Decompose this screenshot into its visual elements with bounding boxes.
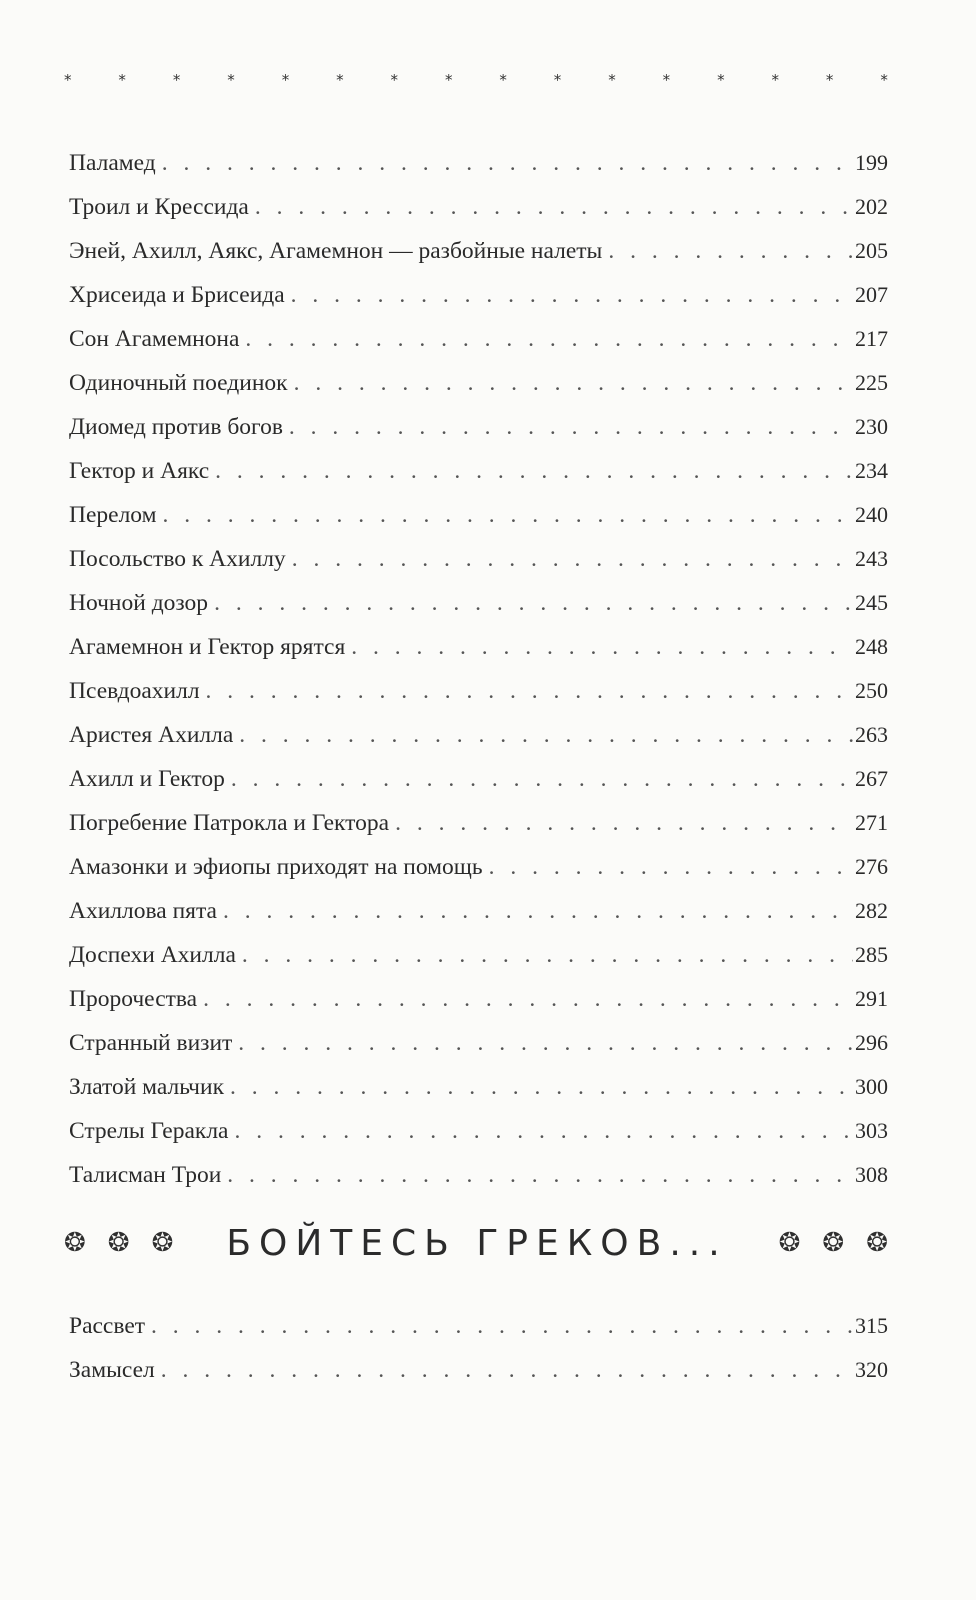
dot-leader bbox=[215, 449, 853, 493]
dot-leader bbox=[151, 1304, 853, 1348]
toc-entry-title: Доспехи Ахилла bbox=[69, 942, 236, 968]
toc-entry-title: Паламед bbox=[69, 150, 156, 176]
toc-entry bbox=[69, 581, 888, 625]
dot-leader bbox=[162, 493, 853, 537]
toc-entry bbox=[69, 449, 888, 493]
dot-leader bbox=[395, 801, 853, 845]
toc-entry-page: 250 bbox=[855, 678, 888, 703]
left-ornament bbox=[64, 1230, 173, 1256]
toc-entry-title: Псевдоахилл bbox=[69, 678, 200, 704]
table-of-contents bbox=[69, 141, 888, 1197]
dot-leader bbox=[292, 537, 853, 581]
dot-leader bbox=[230, 1065, 853, 1109]
toc-entry bbox=[69, 801, 888, 845]
toc-entry-page: 303 bbox=[855, 1118, 888, 1143]
toc-entry-title: Стрелы Геракла bbox=[69, 1118, 229, 1144]
gear-icon: ❂ bbox=[778, 1228, 801, 1258]
toc-entry-title: Гектор и Аякс bbox=[69, 458, 210, 484]
toc-entry-page: 217 bbox=[855, 326, 888, 351]
toc-entry-page: 234 bbox=[855, 458, 888, 483]
toc-entry-page: 225 bbox=[855, 370, 888, 395]
star-icon: * bbox=[336, 70, 344, 89]
star-icon: * bbox=[825, 70, 834, 89]
dot-leader bbox=[489, 845, 853, 889]
toc-entry-page: 296 bbox=[855, 1030, 888, 1055]
toc-entry-page: 276 bbox=[855, 854, 888, 879]
dot-leader bbox=[206, 669, 853, 713]
toc-entry bbox=[69, 713, 888, 757]
toc-entry bbox=[69, 669, 888, 713]
toc-entry-title: Талисман Трои bbox=[69, 1162, 222, 1188]
toc-entry-title: Сон Агамемнона bbox=[69, 326, 240, 352]
toc-entry bbox=[69, 185, 888, 229]
dot-leader bbox=[255, 185, 853, 229]
star-icon: * bbox=[227, 70, 235, 89]
star-icon: * bbox=[281, 70, 290, 89]
dot-leader bbox=[291, 273, 853, 317]
dot-leader bbox=[203, 977, 853, 1021]
toc-entry-page: 320 bbox=[855, 1357, 888, 1382]
dot-leader bbox=[162, 141, 853, 185]
star-icon: * bbox=[444, 70, 453, 89]
toc-entry-page: 271 bbox=[855, 810, 888, 835]
toc-entry-page: 263 bbox=[855, 722, 888, 747]
dot-leader bbox=[231, 757, 853, 801]
star-icon: * bbox=[717, 70, 725, 89]
gear-icon: ❂ bbox=[151, 1228, 174, 1258]
section-heading bbox=[64, 1218, 888, 1268]
dot-leader bbox=[239, 713, 853, 757]
toc-entry-page: 248 bbox=[855, 634, 888, 659]
toc-entry-page: 291 bbox=[855, 986, 888, 1011]
dot-leader bbox=[289, 405, 853, 449]
toc-entry bbox=[69, 1109, 888, 1153]
toc-entry-page: 205 bbox=[855, 238, 888, 263]
star-ornament-row bbox=[64, 70, 888, 90]
toc-entry-title: Погребение Патрокла и Гектора bbox=[69, 810, 390, 836]
dot-leader bbox=[608, 229, 853, 273]
toc-entry bbox=[69, 141, 888, 185]
toc-entry-title: Хрисеида и Брисеида bbox=[69, 282, 285, 308]
toc-entry-page: 199 bbox=[855, 150, 888, 175]
toc-entry-title: Рассвет bbox=[69, 1313, 146, 1339]
toc-entry-page: 300 bbox=[855, 1074, 888, 1099]
toc-entry-page: 230 bbox=[855, 414, 888, 439]
toc-entry bbox=[69, 889, 888, 933]
toc-entry-page: 267 bbox=[855, 766, 888, 791]
toc-entry-page: 207 bbox=[855, 282, 888, 307]
star-icon: * bbox=[118, 70, 126, 89]
toc-entry bbox=[69, 845, 888, 889]
toc-entry-page: 282 bbox=[855, 898, 888, 923]
gear-icon: ❂ bbox=[866, 1228, 888, 1258]
star-icon: * bbox=[64, 70, 72, 89]
gear-icon: ❂ bbox=[822, 1228, 845, 1258]
toc-entry-page: 243 bbox=[855, 546, 888, 571]
toc-entry-page: 245 bbox=[855, 590, 888, 615]
toc-entry-title: Ахиллова пята bbox=[69, 898, 217, 924]
toc-entry bbox=[69, 1348, 888, 1392]
toc-entry-page: 308 bbox=[855, 1162, 888, 1187]
toc-entry bbox=[69, 361, 888, 405]
dot-leader bbox=[351, 625, 853, 669]
dot-leader bbox=[223, 889, 853, 933]
toc-entry bbox=[69, 1304, 888, 1348]
star-icon: * bbox=[172, 70, 181, 89]
star-icon: * bbox=[662, 70, 671, 89]
toc-entry-page: 240 bbox=[855, 502, 888, 527]
dot-leader bbox=[227, 1153, 853, 1197]
toc-entry bbox=[69, 229, 888, 273]
toc-entry-page: 285 bbox=[855, 942, 888, 967]
toc-entry-title: Агамемнон и Гектор ярятся bbox=[69, 634, 346, 660]
star-icon: * bbox=[499, 70, 507, 89]
toc-entry bbox=[69, 1153, 888, 1197]
star-icon: * bbox=[390, 70, 399, 89]
right-ornament bbox=[779, 1230, 888, 1256]
dot-leader bbox=[214, 581, 853, 625]
toc-entry-title: Диомед против богов bbox=[69, 414, 283, 440]
star-icon: * bbox=[880, 70, 888, 89]
gear-icon: ❂ bbox=[107, 1228, 130, 1258]
toc-entry bbox=[69, 405, 888, 449]
toc-entry bbox=[69, 933, 888, 977]
star-icon: * bbox=[608, 70, 616, 89]
gear-icon: ❂ bbox=[64, 1228, 86, 1258]
toc-entry-title: Амазонки и эфиопы приходят на помощь bbox=[69, 854, 483, 880]
toc-entry bbox=[69, 977, 888, 1021]
toc-entry-title: Эней, Ахилл, Аякс, Агамемнон — разбойные налеты bbox=[69, 238, 603, 264]
toc-entry-title: Златой мальчик bbox=[69, 1074, 224, 1100]
toc-entry-page: 315 bbox=[855, 1313, 888, 1338]
toc-entry-title: Аристея Ахилла bbox=[69, 722, 234, 748]
toc-entry-title: Замысел bbox=[69, 1357, 155, 1383]
toc-entry-page: 202 bbox=[855, 194, 888, 219]
dot-leader bbox=[238, 1021, 853, 1065]
dot-leader bbox=[242, 933, 853, 977]
section-title: БОЙТЕСЬ ГРЕКОВ... bbox=[226, 1222, 728, 1264]
toc-entry-title: Странный визит bbox=[69, 1030, 233, 1056]
dot-leader bbox=[245, 317, 853, 361]
toc-entry-title: Одиночный поединок bbox=[69, 370, 288, 396]
table-of-contents-part2 bbox=[69, 1304, 888, 1392]
toc-entry-title: Пророчества bbox=[69, 986, 198, 1012]
toc-entry bbox=[69, 1065, 888, 1109]
dot-leader bbox=[161, 1348, 853, 1392]
toc-entry bbox=[69, 1021, 888, 1065]
toc-entry bbox=[69, 625, 888, 669]
toc-entry bbox=[69, 757, 888, 801]
toc-entry-title: Перелом bbox=[69, 502, 157, 528]
toc-entry-title: Посольство к Ахиллу bbox=[69, 546, 286, 572]
toc-entry bbox=[69, 317, 888, 361]
dot-leader bbox=[234, 1109, 853, 1153]
toc-entry-title: Троил и Крессида bbox=[69, 194, 249, 220]
toc-entry-title: Ночной дозор bbox=[69, 590, 209, 616]
star-icon: * bbox=[771, 70, 779, 89]
toc-entry-title: Ахилл и Гектор bbox=[69, 766, 225, 792]
toc-entry bbox=[69, 273, 888, 317]
star-icon: * bbox=[553, 70, 562, 89]
toc-entry bbox=[69, 493, 888, 537]
dot-leader bbox=[294, 361, 853, 405]
toc-entry bbox=[69, 537, 888, 581]
